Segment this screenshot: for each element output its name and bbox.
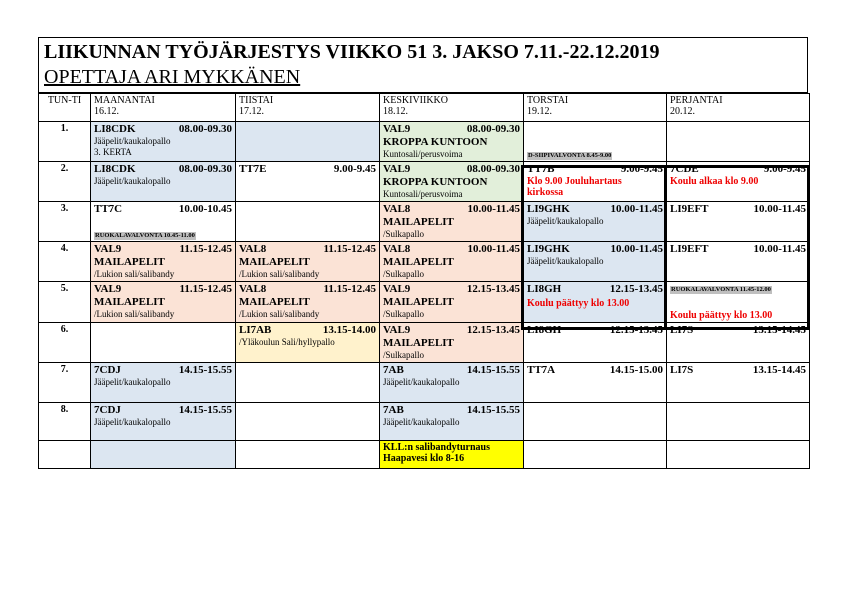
cell-mon-9 [91, 441, 236, 469]
cell-fri-9 [667, 441, 810, 469]
table-row [39, 441, 810, 469]
lesson-number: 3. [39, 202, 91, 242]
table-row [39, 122, 810, 162]
cell-fri-2: 7CDE 9.00-9.45 Koulu alkaa klo 9.00 [667, 162, 810, 202]
cell-mon-6 [91, 323, 236, 363]
cell-fri-7: LI7S 13.15-14.45 [667, 363, 810, 403]
table-row [39, 202, 810, 242]
cell-wed-5: VAL9 12.15-13.45 MAILAPELIT /Sulkapallo [380, 282, 524, 323]
cell-fri-4: LI9EFT 10.00-11.45 [667, 242, 810, 282]
cell-wed-1: VAL9 08.00-09.30 KROPPA KUNTOON Kuntosali/perusvoima [380, 122, 524, 162]
header-tunti: TUN-TI [39, 94, 91, 122]
lesson-number: 4. [39, 242, 91, 282]
cell-mon-8: 7CDJ 14.15-15.55 Jääpelit/kaukalopallo [91, 403, 236, 441]
cell-tue-9 [236, 441, 380, 469]
cell-fri-1 [667, 122, 810, 162]
cell-tue-2: TT7E 9.00-9.45 [236, 162, 380, 202]
cell-tue-1 [236, 122, 380, 162]
cell-wed-9-tournament: KLL:n salibandyturnaus Haapavesi klo 8-16 [380, 441, 524, 469]
cell-tue-7 [236, 363, 380, 403]
cell-tue-8 [236, 403, 380, 441]
cell-fri-8 [667, 403, 810, 441]
cell-thu-3: LI9GHK 10.00-11.45 Jääpelit/kaukalopallo [524, 202, 667, 242]
table-row [39, 162, 810, 202]
lesson-number: 7. [39, 363, 91, 403]
duty-tag: D-SIIPIVALVONTA 8.45-9.00 [528, 152, 612, 159]
lesson-number [39, 441, 91, 469]
cell-mon-2: LI8CDK 08.00-09.30 Jääpelit/kaukalopallo [91, 162, 236, 202]
cell-mon-1: LI8CDK 08.00-09.30 Jääpelit/kaukalopallo 3. KERTA [91, 122, 236, 162]
cell-fri-5: RUOKALAVALVONTA 11.45-12.00 Koulu päättyy klo 13.00 [667, 282, 810, 323]
cell-wed-2: VAL9 08.00-09.30 KROPPA KUNTOON Kuntosali/perusvoima [380, 162, 524, 202]
header-wednesday: KESKIVIIKKO 18.12. [380, 94, 524, 122]
table-row [39, 323, 810, 363]
header-monday: MAANANTAI 16.12. [91, 94, 236, 122]
lesson-number: 8. [39, 403, 91, 441]
cell-thu-8 [524, 403, 667, 441]
lesson-number: 6. [39, 323, 91, 363]
table-row [39, 242, 810, 282]
table-row [39, 363, 810, 403]
cell-wed-4: VAL8 10.00-11.45 MAILAPELIT /Sulkapallo [380, 242, 524, 282]
duty-tag: RUOKALAVALVONTA 11.45-12.00 [671, 286, 771, 293]
cell-thu-1 [524, 122, 667, 162]
header-row [39, 94, 810, 122]
lesson-number: 2. [39, 162, 91, 202]
cell-tue-6: LI7AB 13.15-14.00 /Yläkoulun Sali/hyllypallo [236, 323, 380, 363]
cell-wed-8: 7AB 14.15-15.55 Jääpelit/kaukalopallo [380, 403, 524, 441]
schedule-table [38, 93, 810, 469]
header-friday: PERJANTAI 20.12. [667, 94, 810, 122]
cell-mon-7: 7CDJ 14.15-15.55 Jääpelit/kaukalopallo [91, 363, 236, 403]
cell-fri-6: LI7S 13.15-14.45 [667, 323, 810, 363]
cell-wed-3: VAL8 10.00-11.45 MAILAPELIT /Sulkapallo [380, 202, 524, 242]
duty-tag: RUOKALAVALVONTA 10.45-11.00 [95, 232, 195, 239]
cell-tue-3 [236, 202, 380, 242]
cell-mon-5: VAL9 11.15-12.45 MAILAPELIT /Lukion sali/salibandy [91, 282, 236, 323]
title-box [38, 37, 808, 93]
cell-thu-6: LI8GH 12.15-13.45 [524, 323, 667, 363]
cell-tue-4: VAL8 11.15-12.45 MAILAPELIT /Lukion sali/salibandy [236, 242, 380, 282]
cell-tue-5: VAL8 11.15-12.45 MAILAPELIT /Lukion sali/salibandy [236, 282, 380, 323]
cell-wed-7: 7AB 14.15-15.55 Jääpelit/kaukalopallo [380, 363, 524, 403]
header-thursday: TORSTAI 19.12. [524, 94, 667, 122]
cell-thu-4: LI9GHK 10.00-11.45 Jääpelit/kaukalopallo [524, 242, 667, 282]
table-row [39, 282, 810, 323]
cell-mon-3: TT7C 10.00-10.45 RUOKALAVALVONTA 10.45-11.00 [91, 202, 236, 242]
lesson-number: 5. [39, 282, 91, 323]
cell-thu-9 [524, 441, 667, 469]
page-title: LIIKUNNAN TYÖJÄRJESTYS VIIKKO 51 3. JAKSO 7.11.-22.12.2019 [44, 41, 660, 63]
lesson-number: 1. [39, 122, 91, 162]
cell-thu-5: LI8GH 12.15-13.45 Koulu päättyy klo 13.00 [524, 282, 667, 323]
cell-fri-3: LI9EFT 10.00-11.45 [667, 202, 810, 242]
table-row [39, 403, 810, 441]
cell-thu-2: TT7B 9.00-9.45 Klo 9.00 Jouluhartaus kirkossa [524, 162, 667, 202]
cell-thu-7: TT7A 14.15-15.00 [524, 363, 667, 403]
cell-mon-4: VAL9 11.15-12.45 MAILAPELIT /Lukion sali/salibandy [91, 242, 236, 282]
teacher-name: OPETTAJA ARI MYKKÄNEN [44, 66, 301, 88]
header-tuesday: TIISTAI 17.12. [236, 94, 380, 122]
cell-wed-6: VAL9 12.15-13.45 MAILAPELIT /Sulkapallo [380, 323, 524, 363]
